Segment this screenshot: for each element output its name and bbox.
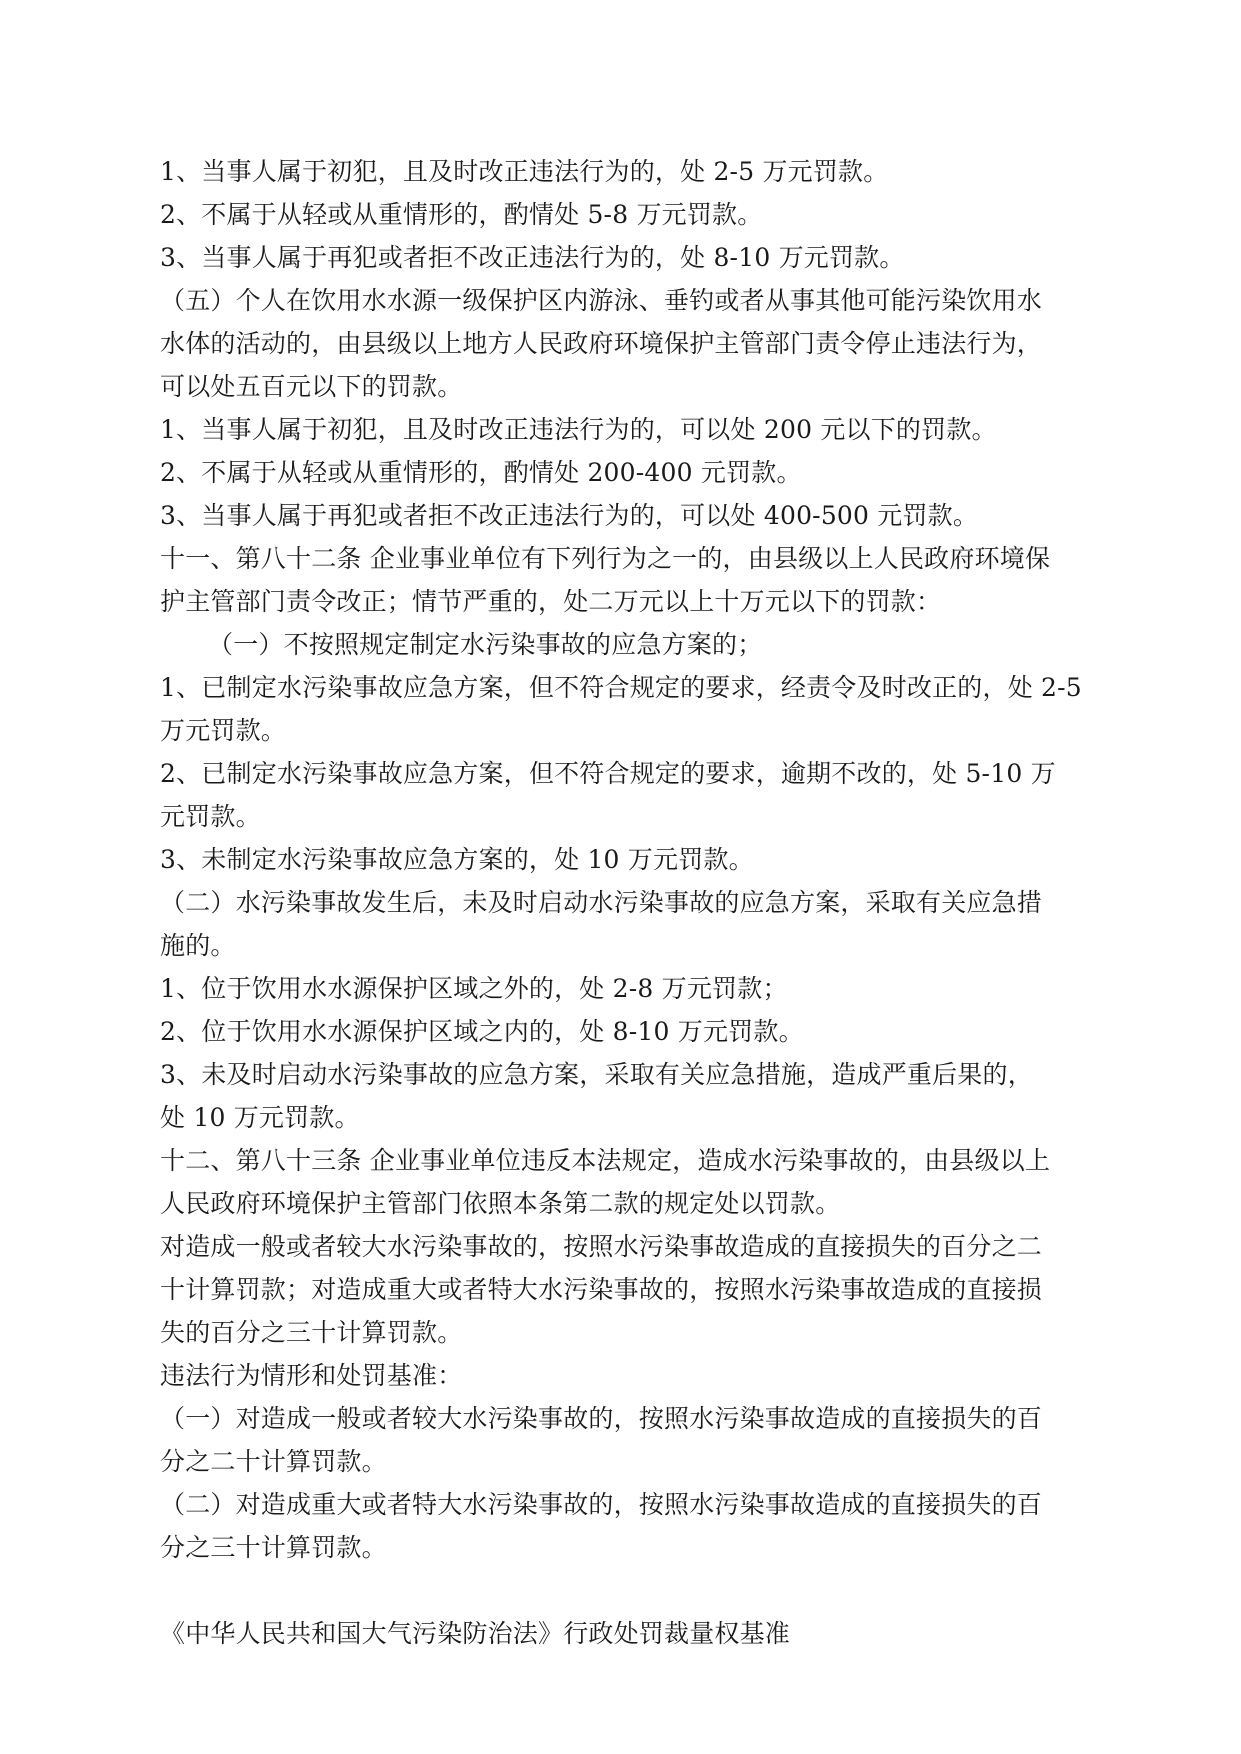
text-line: 3、未制定水污染事故应急方案的，处 10 万元罚款。 (160, 845, 754, 874)
text-line: 十计算罚款；对造成重大或者特大水污染事故的，按照水污染事故造成的直接损 (160, 1275, 1043, 1304)
text-line: 施的。 (160, 931, 236, 960)
text-line: （一）对造成一般或者较大水污染事故的，按照水污染事故造成的直接损失的百 (160, 1404, 1043, 1433)
text-line: 2、位于饮用水水源保护区域之内的，处 8-10 万元罚款。 (160, 1017, 804, 1046)
text-line: （五）个人在饮用水水源一级保护区内游泳、垂钓或者从事其他可能污染饮用水 (160, 286, 1043, 315)
text-line: 分之二十计算罚款。 (160, 1447, 387, 1476)
text-line: 失的百分之三十计算罚款。 (160, 1318, 463, 1347)
text-line: 1、当事人属于初犯，且及时改正违法行为的，可以处 200 元以下的罚款。 (160, 415, 997, 444)
text-line: （二）对造成重大或者特大水污染事故的，按照水污染事故造成的直接损失的百 (160, 1490, 1043, 1519)
text-line: （二）水污染事故发生后，未及时启动水污染事故的应急方案，采取有关应急措 (160, 888, 1043, 917)
text-line: 护主管部门责令改正；情节严重的，处二万元以上十万元以下的罚款： (160, 587, 942, 616)
text-line: 2、已制定水污染事故应急方案，但不符合规定的要求，逾期不改的，处 5-10 万 (160, 759, 1056, 788)
section-heading: 《中华人民共和国大气污染防治法》行政处罚裁量权基准 (160, 1619, 791, 1648)
text-line: 2、不属于从轻或从重情形的，酌情处 200-400 元罚款。 (160, 458, 802, 487)
text-line: 1、当事人属于初犯，且及时改正违法行为的，处 2-5 万元罚款。 (160, 157, 889, 186)
text-line: 元罚款。 (160, 802, 261, 831)
document-page (160, 150, 1090, 1655)
text-line: 2、不属于从轻或从重情形的，酌情处 5-8 万元罚款。 (160, 200, 763, 229)
text-line: 处 10 万元罚款。 (160, 1103, 360, 1132)
text-line: 十二、第八十三条 企业事业单位违反本法规定，造成水污染事故的，由县级以上 (160, 1146, 1051, 1175)
text-line: 十一、第八十二条 企业事业单位有下列行为之一的，由县级以上人民政府环境保 (160, 544, 1051, 573)
text-line: 3、当事人属于再犯或者拒不改正违法行为的，处 8-10 万元罚款。 (160, 243, 905, 272)
text-line: （一）不按照规定制定水污染事故的应急方案的； (208, 630, 763, 659)
text-line: 1、位于饮用水水源保护区域之外的，处 2-8 万元罚款； (160, 974, 788, 1003)
text-line: 3、当事人属于再犯或者拒不改正违法行为的，可以处 400-500 元罚款。 (160, 501, 979, 530)
text-line: 水体的活动的，由县级以上地方人民政府环境保护主管部门责令停止违法行为， (160, 329, 1043, 358)
text-line: 人民政府环境保护主管部门依照本条第二款的规定处以罚款。 (160, 1189, 841, 1218)
text-line: 可以处五百元以下的罚款。 (160, 372, 463, 401)
text-line: 违法行为情形和处罚基准： (160, 1361, 463, 1390)
text-line: 3、未及时启动水污染事故的应急方案，采取有关应急措施，造成严重后果的， (160, 1060, 1033, 1089)
text-line: 万元罚款。 (160, 716, 287, 745)
text-line: 对造成一般或者较大水污染事故的，按照水污染事故造成的直接损失的百分之二 (160, 1232, 1043, 1261)
text-line: 分之三十计算罚款。 (160, 1533, 387, 1562)
blank-line (160, 1569, 1090, 1612)
text-line: 1、已制定水污染事故应急方案，但不符合规定的要求，经责令及时改正的，处 2-5 (160, 673, 1082, 702)
